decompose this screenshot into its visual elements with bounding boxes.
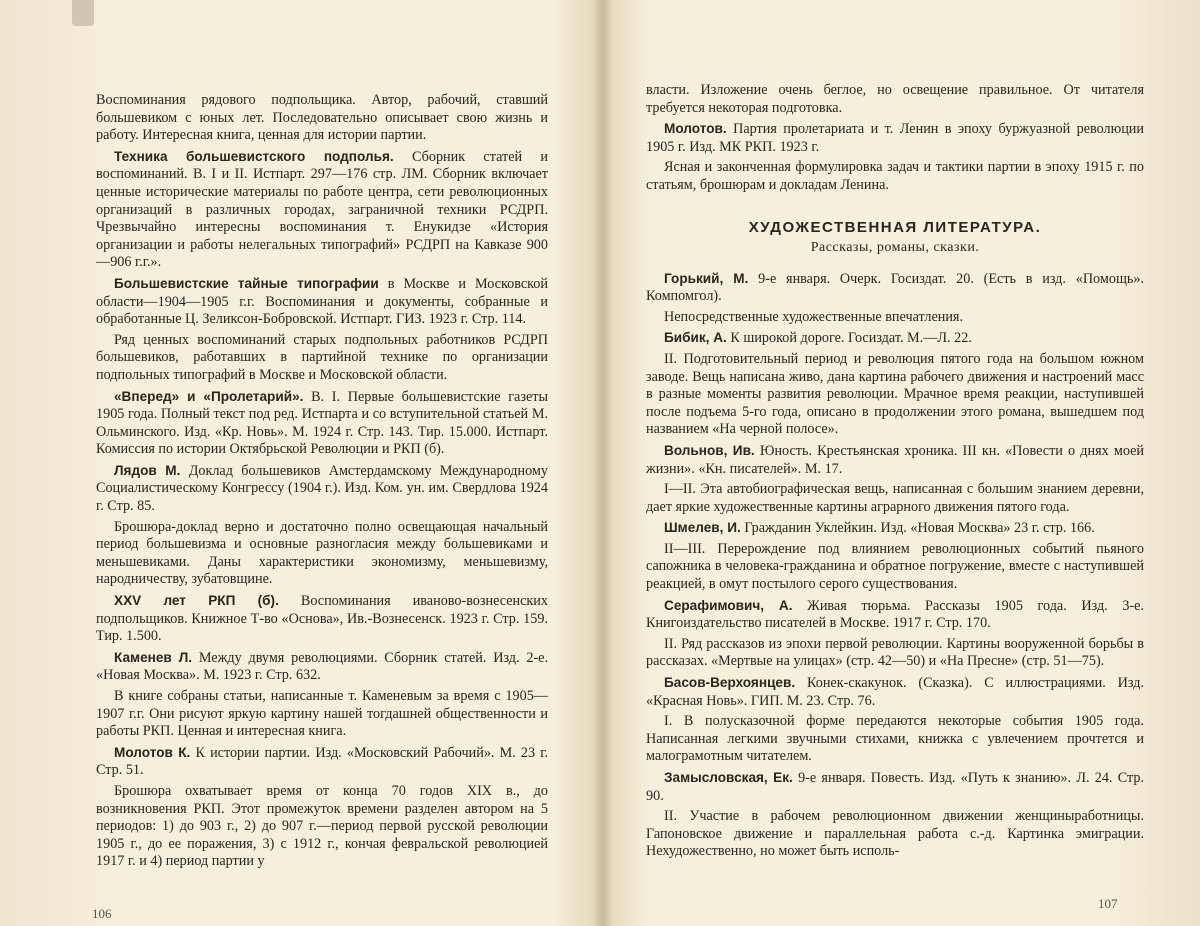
entry-text: Партия пролетариата и т. Ленин в эпоху буржуазной революции 1905 г. Изд. МК РКП. 1923 г. [646,121,1144,155]
entry-text: в Москве и Московской области—1904—1905 г.г. Воспоминания и документы, собранные и обработанные Ц. Зеликсон-Бобровской. Истпарт. ГИЗ. 1923 г. Стр. 114. [96,275,548,328]
bibliography-entry [96,148,548,272]
entry-text: II. Подготовительный период и революция пятого года на большом южном заводе. Вещь написана живо, дана картина рабочего движения и настроений масс в разные моменты развития революции. Мрачное время реакции, наступившей после подъема 5-го года, описано в продолжении этого романа, вышедшем под названием «На черной полосе». [646,350,1144,438]
right-page-top-text [646,82,1144,195]
bibliography-entry [96,744,548,780]
entry-title: Большевистские тайные типографии [114,275,379,291]
entry-title: Каменев Л. [114,649,193,665]
annotation-paragraph [646,481,1144,516]
entry-text: II. Участие в рабочем революционном движении женщиныработницы. Гапоновское движение и параллельная работа с.-д. Картинка эмиграции. Нехудожественно, но может быть исполь- [646,808,1144,860]
annotation-paragraph [646,82,1144,117]
entry-title: Лядов М. [114,462,181,478]
bibliography-entry [646,120,1144,156]
bibliography-entry [646,270,1144,306]
annotation-paragraph [96,519,548,589]
bibliography-entry [646,519,1144,538]
bibliography-entry [96,275,548,329]
bibliography-entry [96,462,548,516]
bibliography-entry [646,674,1144,710]
entry-text: Юность. Крестьянская хроника. III кн. «Повести о днях моей жизни». «Кн. писателей». М. 17. [646,442,1144,477]
entry-title: Замысловская, Ек. [664,770,793,785]
bibliography-entry [96,649,548,685]
entry-title: Басов-Верхоянцев. [664,675,796,691]
entry-text: В. I. Первые большевистские газеты 1905 года. Полный текст под ред. Истпарта и со вступительной статьей М. Ольминского. Изд. «Кр. Новь». М. 1924 г. Стр. 143. Тир. 15.000. Истпарт. Комиссия по истории Октябрьской Революции и РКП (б). [96,388,548,458]
entry-text: Живая тюрьма. Рассказы 1905 года. Изд. 3-е. Книгоиздательство писателей в Москве. 1917 г. Стр. 170. [646,597,1144,632]
entry-text: I—II. Эта автобиографическая вещь, написанная с большим знанием деревни, дает яркие художественные картины аграрного движения пятого года. [646,481,1144,515]
entry-title: Серафимович, А. [664,597,793,613]
bibliography-entry [646,329,1144,348]
annotation-paragraph [646,159,1144,194]
annotation-paragraph [646,541,1144,594]
entry-text: К истории партии. Изд. «Московский Рабочий». М. 23 г. Стр. 51. [96,744,549,779]
entry-text: Ряд ценных воспоминаний старых подпольных работников РСДРП большевиков, работавших в партийной технике по организации подпольных типографий в Москве и Московской области. [96,331,548,383]
section-subheading: Рассказы, романы, сказки. [810,239,980,255]
left-page-text [96,92,548,871]
entry-text: Непосредственные художественные впечатления. [664,308,964,325]
annotation-paragraph [646,636,1144,671]
entry-text: К широкой дороге. Госиздат. М.—Л. 22. [726,330,972,347]
entry-text: Доклад большевиков Амстердамскому Международному Социалистическому Конгрессу (1904 г.). Изд. Ком. ун. им. Свердлова 1924 г. Стр. 85. [96,462,548,515]
right-page-text [646,270,1144,861]
entry-text: Воспоминания рядового подпольщика. Автор, рабочий, ставший большевиком с юных лет. Последовательно описывает свою жизнь и работу. Интересная книга, ценная для истории партии. [96,92,548,144]
bibliography-entry [646,597,1144,633]
entry-text: 9-е января. Очерк. Госиздат. 20. (Есть в изд. «Помощь». Компомгол). [646,270,1144,305]
bibliography-entry [646,442,1144,478]
entry-text: II—III. Перерождение под влиянием революционных событий пьяного сапожника в человека-гражданина и обратное погружение, вместе с наступившей реакцией, в омут постылого серого существования. [646,540,1144,593]
entry-title: Вольнов, Ив. [664,442,755,458]
annotation-paragraph [646,309,1144,327]
entry-title: Шмелев, И. [664,520,741,536]
left-page-number: 106 [92,906,112,921]
entry-title: Молотов К. [114,744,191,760]
entry-text: Гражданин Уклейкин. Изд. «Новая Москва» 23 г. стр. 166. [740,520,1095,537]
annotation-paragraph [96,688,548,741]
annotation-paragraph [96,332,548,385]
entry-title: XXV лет РКП (б). [114,593,279,609]
annotation-paragraph [646,808,1144,861]
entry-text: В книге собраны статьи, написанные т. Каменевым за время с 1905—1907 г.г. Они рисуют яркую картину нашей тогдашней общественности и работы РКП. Ценная и интересная книга. [96,688,548,740]
entry-text: Ясная и законченная формулировка задач и тактики партии в эпоху 1915 г. по статьям, брошюрам и докладам Ленина. [646,159,1144,193]
annotation-paragraph [646,351,1144,439]
entry-title: Техника большевистского подполья. [114,148,394,164]
entry-text: 9-е января. Повесть. Изд. «Путь к знанию». Л. 24. Стр. 90. [646,770,1144,804]
entry-text: Воспоминания иваново-вознесенских подпольщиков. Книжное Т-во «Основа», Ив.-Вознесенск. 1923 г. Стр. 159. Тир. 1.500. [96,593,548,645]
right-page-number: 107 [1098,896,1118,911]
entry-text: Конек-скакунок. (Сказка). С иллюстрациями. Изд. «Красная Новь». ГИП. М. 23. Стр. 76. [646,675,1144,709]
annotation-paragraph [96,92,548,145]
entry-text: I. В полусказочной форме передаются некоторые события 1905 года. Написанная легкими звучными стихами, книжка с увлечением прочтется и малограмотным читателем. [646,713,1144,765]
entry-text: Брошюра охватывает время от конца 70 годов XIX в., до возникновения РКП. Этот промежуток времени разделен автором на 5 периодов: 1) до 903 г., 2) до 907 г.—период первой русской революции 1905 г., до ее поражения, 3) с 1912 г., кончая февральской революцией 1917 г. и 4) период партии у [96,782,548,870]
entry-title: Молотов. [664,121,727,137]
bibliography-entry [96,592,548,646]
right-page [600,0,1200,926]
annotation-paragraph [96,783,548,871]
entry-title: «Вперед» и «Пролетарий». [114,388,304,404]
entry-text: Брошюра-доклад верно и достаточно полно освещающая начальный период большевизма и основные разногласия между большевиками и меньшевиками. Даны характеристики экономизму, меньшевизму, народничеству, зубатовщине. [96,518,548,588]
entry-text: Сборник статей и воспоминаний. В. I и II. Истпарт. 297—176 стр. ЛМ. Сборник включает ценные исторические материалы по работе центра, сети революционных организаций в различных городах, заграничной техники РСДРП. Чрезвычайно интересны воспоминания т. Енукидзе «История организации и работы нелегальных типографий» РСДРП на Кавказе 900—906 г.г.». [96,148,548,271]
entry-title: Горький, М. [664,270,749,286]
annotation-paragraph [646,713,1144,766]
entry-text: Между двумя революциями. Сборник статей. Изд. 2-е. «Новая Москва». М. 1923 г. Стр. 632. [96,649,549,684]
entry-title: Бибик, А. [664,330,727,346]
entry-text: власти. Изложение очень беглое, но освещение правильное. От читателя требуется некоторая подготовка. [646,82,1144,116]
bibliography-entry [96,388,548,459]
entry-text: II. Ряд рассказов из эпохи первой революции. Картины вооруженной борьбы в рассказах. «Мертвые на улицах» (стр. 42—50) и «На Пресне» (стр. 51—75). [646,635,1144,670]
section-heading: ХУДОЖЕСТВЕННАЯ ЛИТЕРАТУРА. [748,218,1042,236]
bibliography-entry [646,769,1144,805]
